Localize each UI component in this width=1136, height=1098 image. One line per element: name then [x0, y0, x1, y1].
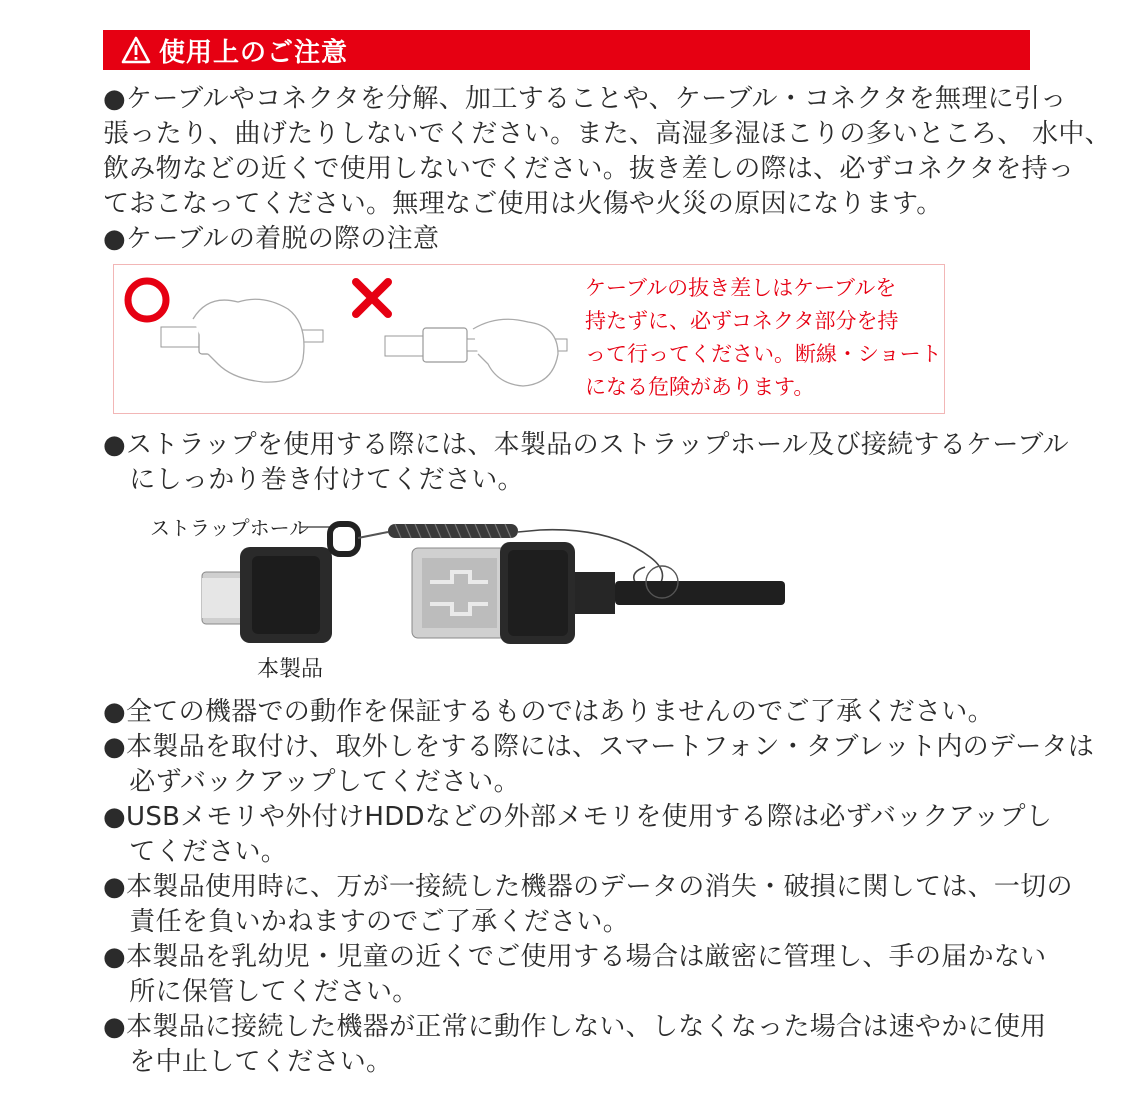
ng-hand-cable: [385, 319, 567, 386]
warning-triangle-icon: [117, 34, 155, 66]
text-line: 必ずバックアップしてください。: [103, 767, 520, 797]
strap-hole-label: ストラップホール: [150, 516, 310, 540]
text-line: 張ったり、曲げたりしないでください。また、高湿多湿ほこりの多いところ、 水中、: [103, 119, 1111, 149]
text-line: ●USBメモリや外付けHDDなどの外部メモリを使用する際は必ずバックアップし: [103, 802, 1053, 832]
caution-line: になる危険があります。: [585, 375, 815, 399]
text-line: ●本製品を乳幼児・児童の近くでご使用する場合は厳密に管理し、手の届かない: [103, 942, 1047, 972]
text-line: ておこなってください。無理なご使用は火傷や火災の原因になります。: [103, 189, 943, 219]
caution-line: って行ってください。断線・ショート: [585, 342, 942, 366]
text-line: ●ストラップを使用する際には、本製品のストラップホール及び接続するケーブル: [103, 430, 1069, 460]
paragraph-strap: [103, 428, 1069, 498]
text-line: 責任を負いかねますのでご了承ください。: [103, 907, 630, 937]
text-line: にしっかり巻き付けてください。: [103, 465, 524, 495]
text-line: を中止してください。: [103, 1047, 393, 1077]
text-line: ●全ての機器での動作を保証するものではありませんのでご了承ください。: [103, 697, 994, 727]
cross-ng-icon: [356, 282, 388, 314]
circle-ok-icon: [128, 281, 166, 319]
caution-line: 持たずに、必ずコネクタ部分を持: [585, 309, 899, 333]
text-line: ●ケーブルやコネクタを分解、加工することや、ケーブル・コネクタを無理に引っ: [103, 84, 1067, 114]
text-line: てください。: [103, 837, 288, 867]
text-line: ●ケーブルの着脱の際の注意: [103, 224, 440, 254]
adapter-body: [240, 547, 332, 643]
cable-caution-text: [585, 272, 942, 404]
ok-hand-connector: [161, 299, 323, 382]
caution-line: ケーブルの抜き差しはケーブルを: [585, 276, 897, 300]
strap-diagram: [190, 512, 790, 662]
paragraph-handling: [103, 82, 1111, 257]
product-label: 本製品: [257, 657, 324, 682]
paragraph-general-notes: [103, 695, 1094, 1080]
text-line: ●本製品を取付け、取外しをする際には、スマートフォン・タブレット内のデータは: [103, 732, 1095, 762]
text-line: 飲み物などの近くで使用しないでください。抜き差しの際は、必ずコネクタを持っ: [103, 154, 1075, 184]
cable: [575, 566, 785, 614]
strap-hole: [330, 524, 358, 554]
text-line: ●本製品に接続した機器が正常に動作しない、しなくなった場合は速やかに使用: [103, 1012, 1047, 1042]
text-line: ●本製品使用時に、万が一接続した機器のデータの消失・破損に関しては、一切の: [103, 872, 1073, 902]
section-header: [103, 30, 1030, 70]
cable-handling-illustration: [113, 264, 583, 412]
header-title: 使用上のご注意: [159, 37, 349, 68]
usb-a-plug: [412, 542, 575, 644]
text-line: 所に保管してください。: [103, 977, 419, 1007]
